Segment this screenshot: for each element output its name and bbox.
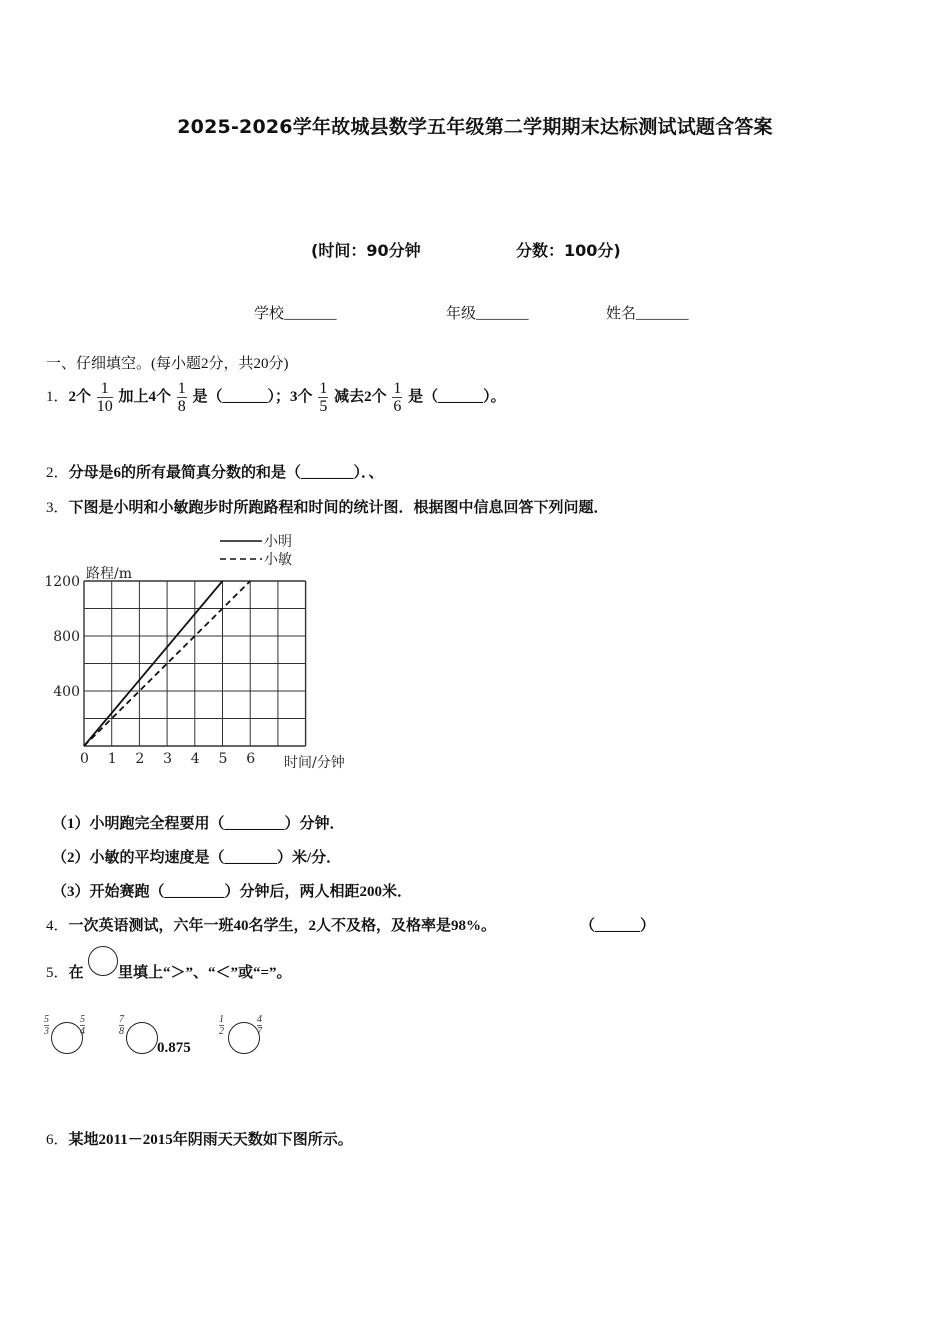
name-blank: _______ [636, 306, 689, 322]
x-tick-label: 2 [135, 751, 145, 767]
q4-blank: （______） [580, 918, 656, 934]
x-tick-label: 3 [163, 751, 173, 767]
q5-item2-circle[interactable] [126, 1022, 158, 1054]
q5-item3-left-fraction: 1 2 [219, 1014, 224, 1037]
name-field [606, 302, 689, 323]
q1-fraction-1: $\frac{1}{10}$ [96, 380, 113, 415]
x-tick-label: 5 [218, 751, 228, 767]
q3-sub-2: （2）小敏的平均速度是（_______）米/分． [52, 850, 342, 866]
school-field [254, 302, 337, 323]
q3-text: 下图是小明和小敏跑步时所跑路程和时间的统计图．根据图中信息回答下列问题． [68, 500, 609, 516]
y-tick-label: 800 [53, 629, 80, 645]
question-4 [46, 914, 496, 935]
legend-label-2: 小敏 [264, 552, 292, 568]
x-tick-label: 6 [246, 751, 256, 767]
x-tick-label: 1 [107, 751, 117, 767]
q5-item2-right-value: 0.875 [157, 1040, 191, 1056]
grade-label: 年级 [446, 306, 477, 322]
school-label: 学校 [254, 306, 285, 322]
question-5 [46, 961, 84, 982]
question-3 [46, 496, 609, 517]
q1-part5: 是（______）。 [408, 388, 506, 405]
x-axis-label: 时间/分钟 [284, 755, 345, 771]
q5-part1: 在 [68, 965, 84, 981]
exam-time: (时间：90分钟 [311, 241, 421, 260]
q1-part2: 加上4个 [118, 388, 172, 405]
q4-number: 4． [46, 918, 69, 934]
question-2 [46, 461, 384, 482]
q5-number: 5． [46, 965, 69, 981]
q5-item2-left-fraction: 7 8 [119, 1014, 124, 1037]
x-tick-label: 0 [80, 751, 89, 767]
y-tick-label: 400 [53, 684, 80, 700]
school-blank: _______ [284, 306, 337, 322]
q1-fraction-2: $\frac{1}{8}$ [177, 380, 186, 415]
exam-score: 分数：100分) [516, 241, 621, 260]
section-heading: 一、仔细填空。(每小题2分，共20分) [46, 356, 289, 372]
q1-number: 1． [46, 388, 69, 405]
q6-number: 6． [46, 1132, 69, 1148]
q2-number: 2． [46, 465, 69, 481]
q5-instruction: 里填上“＞”、“＜”或“=”。 [118, 965, 292, 981]
q3-sub-1: （1）小明跑完全程要用（________）分钟． [52, 816, 345, 832]
y-tick-label: 1200 [44, 574, 80, 590]
name-label: 姓名 [606, 306, 637, 322]
q5-item3-right-fraction: 4 7 [257, 1014, 262, 1037]
q5-item1-left-fraction: 5 3 [44, 1014, 49, 1037]
q4-text: 一次英语测试，六年一班40名学生，2人不及格，及格率是98%。 [68, 918, 497, 934]
question-1 [46, 380, 506, 415]
q2-text: 分母是6的所有最简真分数的和是（_______）．、 [68, 465, 384, 481]
grade-field [446, 302, 529, 323]
grade-blank: _______ [476, 306, 529, 322]
x-tick-label: 4 [190, 751, 200, 767]
q3-sub-3: （3）开始赛跑（________）分钟后，两人相距200米． [52, 884, 413, 900]
q5-item1-circle[interactable] [51, 1022, 83, 1054]
q5-item1-right-fraction: 5 4 [80, 1014, 85, 1037]
q5-example-circle [88, 946, 118, 976]
q6-text: 某地2011－2015年阴雨天天数如下图所示。 [68, 1132, 353, 1148]
q1-fraction-4: $\frac{1}{6}$ [393, 380, 402, 415]
chart-legend [220, 534, 292, 568]
distance-time-chart [40, 526, 385, 776]
chart-grid [84, 581, 306, 746]
q1-fraction-3: $\frac{1}{5}$ [319, 380, 328, 415]
q1-part3: 是（______）；3个 [192, 388, 313, 405]
legend-label-1: 小明 [264, 534, 292, 550]
y-axis-label: 路程/m [86, 566, 132, 582]
q1-part4: 减去2个 [334, 388, 387, 405]
chart-ticks [44, 574, 255, 767]
question-6 [46, 1128, 353, 1149]
q3-number: 3． [46, 500, 69, 516]
q1-part1: 2个 [68, 388, 92, 405]
page-title: 2025-2026学年故城县数学五年级第二学期期末达标测试试题含答案 [177, 116, 773, 138]
q5-item3-circle[interactable] [228, 1022, 260, 1054]
